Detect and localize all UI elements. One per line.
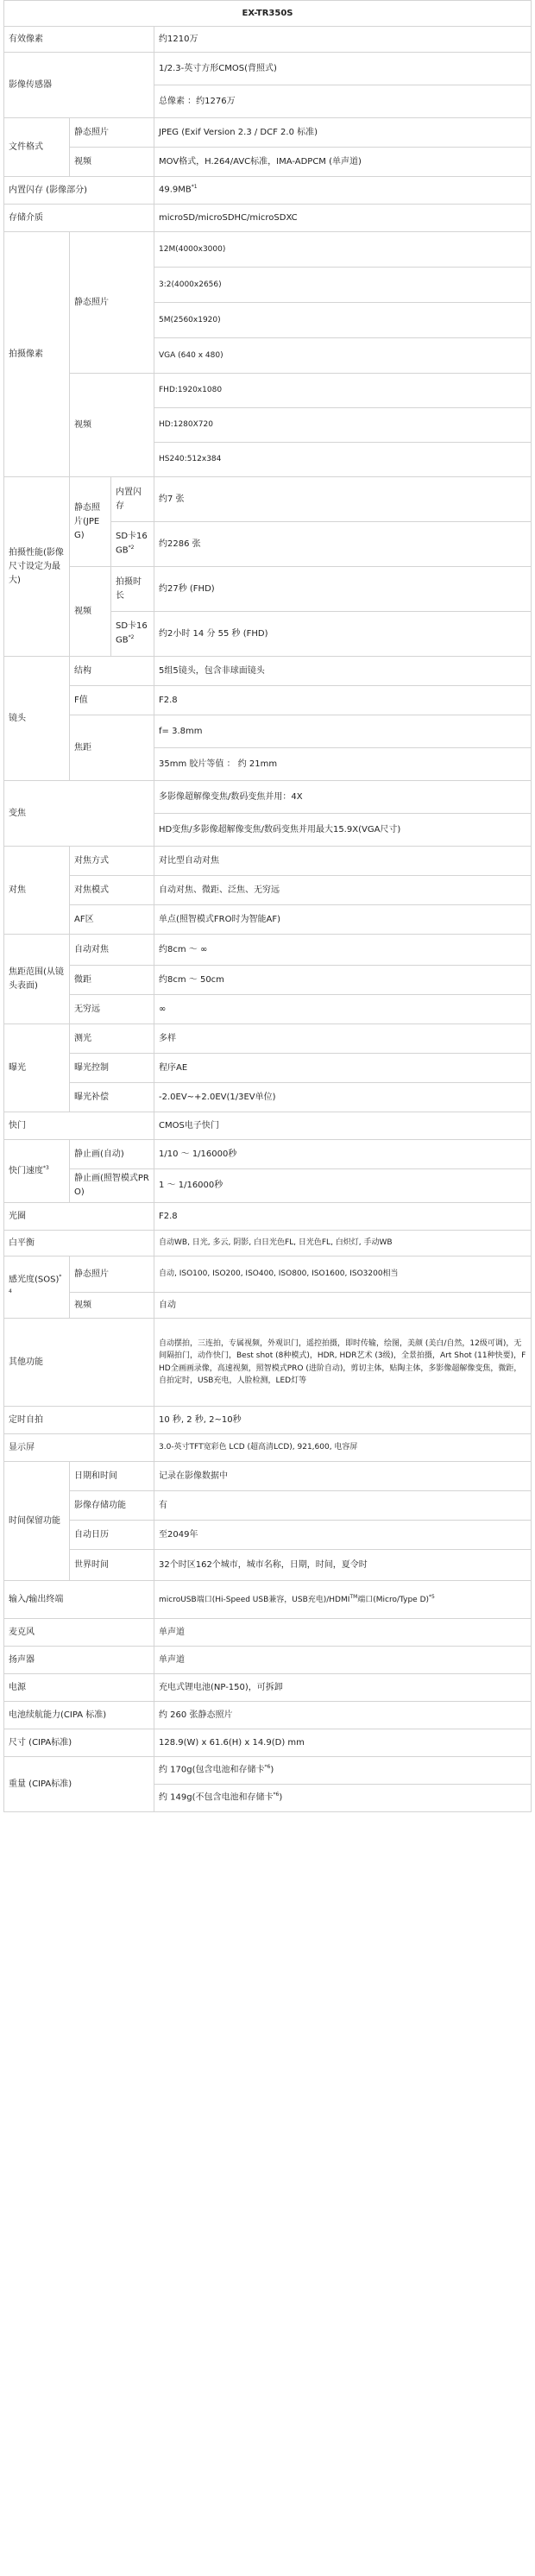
capacity-time-value: 约27秒 (FHD): [154, 567, 532, 612]
focus-af-value: 单点(照智模式FRO时为智能AF): [154, 905, 532, 935]
sensor-total-pixels: 总像素 ：约1276万: [154, 85, 532, 118]
recpix-video-value: HD:1280X720: [154, 408, 532, 443]
range-macro-label: 微距: [70, 966, 154, 995]
lens-focal-35mm-value: 35mm 胶片等值 ： 约 21mm: [154, 748, 532, 781]
media-value: microSD/microSDHC/microSDXC: [154, 205, 532, 232]
clock-date-value: 记录在影像数据中: [154, 1462, 532, 1491]
focus-af-label: AF区: [70, 905, 154, 935]
capacity-time-label: 拍摄时长: [111, 567, 154, 612]
clock-date-label: 日期和时间: [70, 1462, 154, 1491]
format-still-value: JPEG (Exif Version 2.3 / DCF 2.0 标准): [154, 118, 532, 148]
recpix-still-value: 5M(2560x1920): [154, 303, 532, 338]
recpix-video-value: HS240:512x384: [154, 443, 532, 477]
display-value: 3.0-英寸TFT宽彩色 LCD (超高清LCD), 921,600, 电容屏: [154, 1434, 532, 1462]
clock-cal-label: 自动日历: [70, 1521, 154, 1550]
clock-label: 时间保留功能: [4, 1462, 70, 1581]
capacity-sd-label: SD卡16GB$^{*2}$: [111, 522, 154, 567]
exposure-meter-label: 测光: [70, 1024, 154, 1054]
focus-label: 对焦: [4, 847, 70, 935]
lens-structure-value: 5组5镜头，包含非球面镜头: [154, 657, 532, 686]
capacity-label: 拍摄性能(影像尺寸设定为最大): [4, 477, 70, 657]
weight-without-battery-value: 约 149g(不包含电池和存储卡$^{*6}$): [154, 1785, 532, 1812]
battery-label: 电池续航能力(CIPA 标准): [4, 1702, 154, 1729]
capacity-video-label: 视频: [70, 567, 111, 657]
power-label: 电源: [4, 1674, 154, 1702]
wb-label: 白平衡: [4, 1231, 154, 1257]
io-value: microUSB端口(Hi-Speed USB兼容，USB充电)/HDMI™端口(Micro/Type D)$^{*5}$: [154, 1581, 532, 1619]
format-label: 文件格式: [4, 118, 70, 177]
shutter-label: 快门: [4, 1112, 154, 1140]
recpix-video-value: FHD:1920x1080: [154, 374, 532, 408]
exposure-meter-value: 多样: [154, 1024, 532, 1054]
clock-cal-value: 至2049年: [154, 1521, 532, 1550]
weight-label: 重量 (CIPA标准): [4, 1757, 154, 1812]
range-inf-label: 无穷远: [70, 995, 154, 1024]
speed-label: 快门速度$^{*3}$: [4, 1140, 70, 1203]
speed-still-label: 静止画(自动): [70, 1140, 154, 1169]
io-label: 输入/输出终端: [4, 1581, 154, 1619]
recpix-still-label: 静态照片: [70, 232, 154, 374]
focus-mode-label: 对焦模式: [70, 876, 154, 905]
pixels-label: 有效像素: [4, 27, 154, 53]
format-video-label: 视频: [70, 148, 154, 177]
model-title: EX-TR350S: [4, 1, 532, 27]
display-label: 显示屏: [4, 1434, 154, 1462]
speaker-label: 扬声器: [4, 1647, 154, 1674]
memory-value: 49.9MB$^{*1}$: [154, 177, 532, 205]
iso-still-value: 自动, ISO100, ISO200, ISO400, ISO800, ISO1600, ISO3200相当: [154, 1257, 532, 1293]
recpix-still-value: 3:2(4000x2656): [154, 268, 532, 303]
recpix-label: 拍摄像素: [4, 232, 70, 477]
speaker-value: 单声道: [154, 1647, 532, 1674]
size-label: 尺寸 (CIPA标准): [4, 1729, 154, 1757]
zoom-label: 变焦: [4, 781, 154, 847]
size-value: 128.9(W) x 61.6(H) x 14.9(D) mm: [154, 1729, 532, 1757]
iso-video-value: 自动: [154, 1293, 532, 1319]
recpix-still-value: VGA (640 x 480): [154, 338, 532, 374]
lens-structure-label: 结构: [70, 657, 154, 686]
clock-world-value: 32个时区162个城市，城市名称，日期，时间，夏令时: [154, 1550, 532, 1581]
capacity-video-sd-value: 约2小时 14 分 55 秒 (FHD): [154, 612, 532, 657]
range-label: 焦距范围(从镜头表面): [4, 935, 70, 1024]
recpix-still-value: 12M(4000x3000): [154, 232, 532, 268]
exposure-label: 曝光: [4, 1024, 70, 1112]
focus-method-label: 对焦方式: [70, 847, 154, 876]
wb-value: 自动WB, 日光, 多云, 阴影, 白日光色FL, 日光色FL, 白炽灯, 手动WB: [154, 1231, 532, 1257]
exposure-ctrl-value: 程序AE: [154, 1054, 532, 1083]
range-macro-value: 约8cm ～ 50cm: [154, 966, 532, 995]
capacity-sd-value: 约2286 张: [154, 522, 532, 567]
timer-label: 定时自拍: [4, 1407, 154, 1434]
memory-label: 内置闪存 (影像部分): [4, 177, 154, 205]
speed-pro-value: 1 ～ 1/16000秒: [154, 1169, 532, 1203]
other-label: 其他功能: [4, 1319, 154, 1407]
lens-label: 镜头: [4, 657, 70, 781]
recpix-video-label: 视频: [70, 374, 154, 477]
range-inf-value: ∞: [154, 995, 532, 1024]
exposure-ctrl-label: 曝光控制: [70, 1054, 154, 1083]
power-value: 充电式锂电池(NP-150)，可拆卸: [154, 1674, 532, 1702]
lens-f-value: F2.8: [154, 686, 532, 715]
spec-table: [3, 0, 532, 1812]
weight-value: 约 170g(包含电池和存储卡$^{*6}$): [154, 1757, 532, 1785]
format-still-label: 静态照片: [70, 118, 154, 148]
range-auto-label: 自动对焦: [70, 935, 154, 966]
clock-save-value: 有: [154, 1491, 532, 1521]
lens-focal-value: f= 3.8mm: [154, 715, 532, 748]
format-video-value: MOV格式，H.264/AVC标准，IMA-ADPCM (单声道): [154, 148, 532, 177]
clock-save-label: 影像存储功能: [70, 1491, 154, 1521]
focus-method-value: 对比型自动对焦: [154, 847, 532, 876]
zoom-hd-value: HD变焦/多影像超解像变焦/数码变焦并用最大15.9X(VGA尺寸): [154, 814, 532, 847]
iso-video-label: 视频: [70, 1293, 154, 1319]
capacity-video-sd-label: SD卡16GB$^{*2}$: [111, 612, 154, 657]
iso-still-label: 静态照片: [70, 1257, 154, 1293]
speed-still-value: 1/10 ～ 1/16000秒: [154, 1140, 532, 1169]
focus-mode-value: 自动对焦、微距、泛焦、无穷远: [154, 876, 532, 905]
other-value: 自动摆拍，三连拍，专属视频，外观识门，遥控拍摄，即时传输，绘图，美颜 (美白/自然，12级可调)，无间隔拍门，动作快门，Best shot (8种模式)，HDR, HDR艺术 (3级)，全景拍摄，Art Shot (11种快要)，FHD全画画录像，高速视频，照智模式PRO (进阶自动)，剪切主体，贴陶主体，多影像超解像变焦，微距，自拍定时，USB充电，人脸检测，LED灯等: [154, 1319, 532, 1407]
lens-focal-label: 焦距: [70, 715, 154, 781]
pixels-value: 约1210万: [154, 27, 532, 53]
sensor-value: 1/2.3-英寸方形CMOS(背照式): [154, 53, 532, 85]
lens-f-label: F值: [70, 686, 154, 715]
timer-value: 10 秒, 2 秒, 2~10秒: [154, 1407, 532, 1434]
capacity-internal-label: 内置闪存: [111, 477, 154, 522]
capacity-still-label: 静态照片(JPEG): [70, 477, 111, 567]
aperture-value: F2.8: [154, 1203, 532, 1231]
zoom-value: 多影像超解像变焦/数码变焦并用：4X: [154, 781, 532, 814]
mic-value: 单声道: [154, 1619, 532, 1647]
sensor-label: 影像传感器: [4, 53, 154, 118]
clock-world-label: 世界时间: [70, 1550, 154, 1581]
media-label: 存储介质: [4, 205, 154, 232]
mic-label: 麦克风: [4, 1619, 154, 1647]
iso-label: 感光度(SOS)$^{*4}$: [4, 1257, 70, 1319]
aperture-label: 光圈: [4, 1203, 154, 1231]
exposure-comp-value: -2.0EV~+2.0EV(1/3EV单位): [154, 1083, 532, 1112]
capacity-internal-value: 约7 张: [154, 477, 532, 522]
range-auto-value: 约8cm ～ ∞: [154, 935, 532, 966]
battery-value: 约 260 张静态照片: [154, 1702, 532, 1729]
speed-pro-label: 静止画(照智模式PRO): [70, 1169, 154, 1203]
exposure-comp-label: 曝光补偿: [70, 1083, 154, 1112]
shutter-value: CMOS电子快门: [154, 1112, 532, 1140]
